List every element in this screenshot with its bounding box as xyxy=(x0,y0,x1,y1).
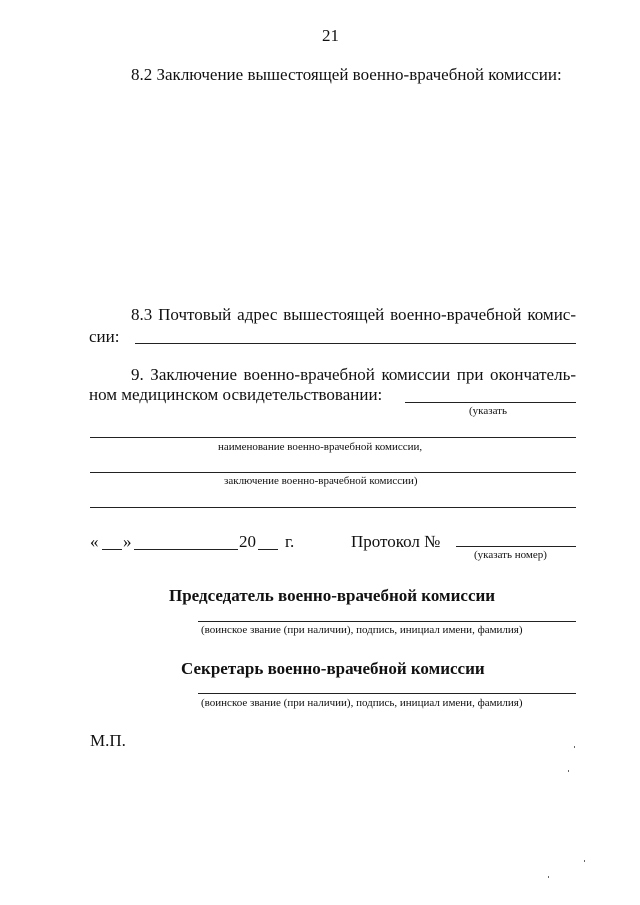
page-number: 21 xyxy=(322,26,339,45)
day-blank-line xyxy=(102,549,122,550)
chairman-signature-line xyxy=(198,621,576,622)
stamp-label: М.П. xyxy=(90,731,126,750)
secretary-signature-line xyxy=(198,693,576,694)
year-suffix: г. xyxy=(285,532,295,551)
section-8-3-line2: сии: xyxy=(89,327,120,346)
protocol-label: Протокол № xyxy=(351,532,441,551)
year-prefix: 20 xyxy=(239,532,256,551)
secretary-title: Секретарь военно-врачебной комиссии xyxy=(181,659,485,678)
protocol-hint: (указать номер) xyxy=(474,549,547,561)
secretary-hint: (воинское звание (при наличии), подпись, инициал имени, фамилия) xyxy=(201,697,523,709)
scan-speck xyxy=(548,876,549,878)
month-blank-line xyxy=(134,549,238,550)
section-8-2-title: 8.2 Заключение вышестоящей военно-врачебной комиссии: xyxy=(131,65,562,84)
date-close-quote: » xyxy=(123,532,132,551)
conclusion-line-3 xyxy=(90,472,576,473)
conclusion-hint-3: заключение военно-врачебной комиссии) xyxy=(224,475,418,487)
conclusion-hint-2: наименование военно-врачебной комиссии, xyxy=(218,441,423,453)
conclusion-line-2 xyxy=(90,437,576,438)
protocol-number-line xyxy=(456,546,576,547)
section-9-line1: 9. Заключение военно-врачебной комиссии при окончатель- xyxy=(131,365,576,384)
conclusion-line-1 xyxy=(405,402,576,403)
chairman-hint: (воинское звание (при наличии), подпись, инициал имени, фамилия) xyxy=(201,624,523,636)
scan-speck xyxy=(584,860,585,862)
section-8-3-line1: 8.3 Почтовый адрес вышестоящей военно-врачебной комис- xyxy=(131,305,576,324)
conclusion-hint-1: (указать xyxy=(469,405,507,417)
date-open-quote: « xyxy=(90,532,99,551)
scan-speck xyxy=(574,746,575,748)
section-9-line2: ном медицинском освидетельствовании: xyxy=(89,385,383,404)
postal-address-line xyxy=(135,343,576,344)
conclusion-line-4 xyxy=(90,507,576,508)
year-blank-line xyxy=(258,549,278,550)
chairman-title: Председатель военно-врачебной комиссии xyxy=(169,586,496,605)
scan-speck xyxy=(568,770,569,772)
